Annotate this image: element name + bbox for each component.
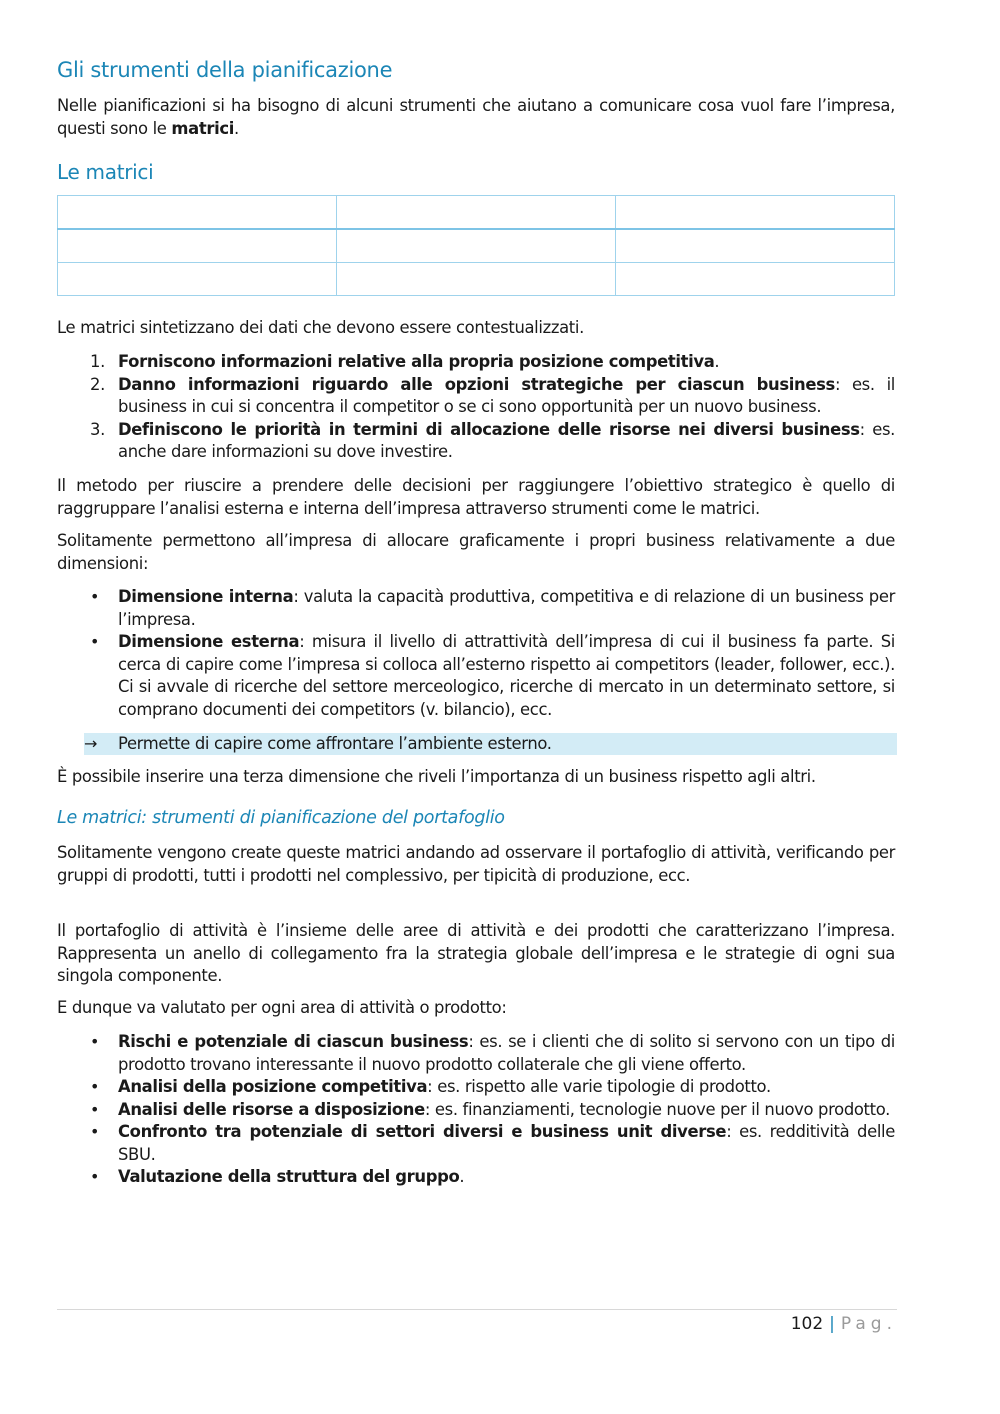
page-footer bbox=[791, 1314, 897, 1334]
bullet-icon: • bbox=[90, 1032, 100, 1051]
page-label: Pag. bbox=[840, 1314, 897, 1334]
list-item: 2. Danno informazioni riguardo alle opzioni strategiche per ciascun business: es. il business in cui si concentra il competitor o se ci sono opportunità per un nuovo business. bbox=[90, 374, 895, 416]
table-cell bbox=[337, 229, 616, 263]
table-cell bbox=[616, 196, 895, 230]
table-cell bbox=[58, 196, 337, 230]
table-cell bbox=[337, 263, 616, 296]
bullet-icon: • bbox=[90, 1077, 100, 1096]
list-item: 3. Definiscono le priorità in termini di allocazione delle risorse nei diversi business: es. anche dare informazioni su dove investire. bbox=[90, 419, 895, 461]
table-row bbox=[58, 229, 895, 263]
portafoglio-paragraph-1: Solitamente vengono create queste matrici andando ad osservare il portafoglio di attività, verificando per gruppi di prodotti, tutti i prodotti nel complessivo, per tipicità di produzione, ecc. bbox=[57, 843, 895, 885]
highlight-note bbox=[84, 733, 897, 755]
metodo-paragraph: Il metodo per riuscire a prendere delle decisioni per raggiungere l’obiettivo strategico è quello di raggruppare l’analisi esterna e interna dell’impresa attraverso strumenti come le matrici. bbox=[57, 476, 895, 518]
page-number: 102 bbox=[790, 1314, 824, 1334]
numbered-list bbox=[57, 351, 895, 464]
footer-separator: | bbox=[829, 1314, 835, 1334]
intro-bold: matrici bbox=[171, 118, 234, 138]
bullet-icon: • bbox=[90, 632, 100, 651]
portafoglio-title: Le matrici: strumenti di pianificazione del portafoglio bbox=[57, 808, 505, 828]
section-title: Gli strumenti della pianificazione bbox=[57, 58, 393, 82]
bullet-icon: • bbox=[90, 587, 100, 606]
list-item: • Rischi e potenziale di ciascun business: es. se i clienti che di solito si servono con un tipo di prodotto trovano interessante il nuovo prodotto collaterale che gli viene offerto. bbox=[90, 1032, 895, 1074]
matrici-summary: Le matrici sintetizzano dei dati che devono essere contestualizzati. bbox=[57, 318, 584, 337]
list-item: • Valutazione della struttura del gruppo. bbox=[57, 1166, 895, 1189]
list-item: • Dimensione interna: valuta la capacità produttiva, competitiva e di relazione di un business per l’impresa. bbox=[90, 587, 895, 629]
table-row bbox=[58, 263, 895, 296]
table-cell bbox=[616, 229, 895, 263]
list-item: • Analisi delle risorse a disposizione: es. finanziamenti, tecnologie nuove per il nuovo prodotto. bbox=[57, 1099, 895, 1122]
portafoglio-paragraph-2: Il portafoglio di attività è l’insieme delle aree di attività e dei prodotti che caratterizzano l’impresa. Rappresenta un anello di collegamento fra la strategia globale dell’impresa e le strategie di ogni sua singola componente. bbox=[57, 921, 895, 985]
bullet-icon: • bbox=[90, 1167, 100, 1186]
list-item: • Confronto tra potenziale di settori diversi e business unit diverse: es. redditività delle SBU. bbox=[90, 1122, 895, 1164]
list-item: 1. Forniscono informazioni relative alla propria posizione competitiva. bbox=[90, 352, 720, 371]
terza-paragraph: È possibile inserire una terza dimensione che riveli l’importanza di un business rispetto agli altri. bbox=[57, 767, 816, 786]
dimensioni-list bbox=[57, 586, 895, 721]
intro-paragraph: Nelle pianificazioni si ha bisogno di alcuni strumenti che aiutano a comunicare cosa vuol fare l’impresa, questi sono le matrici. bbox=[57, 96, 895, 138]
arrow-right-icon: → bbox=[84, 734, 98, 753]
list-item: • Analisi della posizione competitiva: es. rispetto alle varie tipologie di prodotto. bbox=[57, 1076, 895, 1099]
solitamente-paragraph: Solitamente permettono all’impresa di allocare graficamente i propri business relativamente a due dimensioni: bbox=[57, 531, 895, 573]
table-cell bbox=[58, 263, 337, 296]
matrici-title: Le matrici bbox=[57, 160, 154, 184]
bullet-icon: • bbox=[90, 1099, 100, 1119]
portafoglio-paragraph-3: E dunque va valutato per ogni area di attività o prodotto: bbox=[57, 998, 507, 1017]
table-cell bbox=[337, 196, 616, 230]
bullet-icon: • bbox=[90, 1122, 100, 1141]
list-item: • Dimensione esterna: misura il livello di attrattività dell’impresa di cui il business fa parte. Si cerca di capire come l’impresa si colloca all’esterno rispetto ai competitors (leader, follower, ecc.). Ci si avvale di ricerche del settore merceologico, ricerche di mercato in un determinato settore, si comprano documenti dei competitors (v. bilancio), ecc. bbox=[90, 632, 895, 719]
table-cell bbox=[58, 229, 337, 263]
note-text: Permette di capire come affrontare l’ambiente esterno. bbox=[118, 734, 552, 753]
footer-divider bbox=[57, 1309, 897, 1310]
table-row bbox=[58, 196, 895, 230]
valutazioni-list bbox=[57, 1031, 895, 1189]
table-cell bbox=[616, 263, 895, 296]
empty-matrix-table bbox=[57, 195, 895, 296]
